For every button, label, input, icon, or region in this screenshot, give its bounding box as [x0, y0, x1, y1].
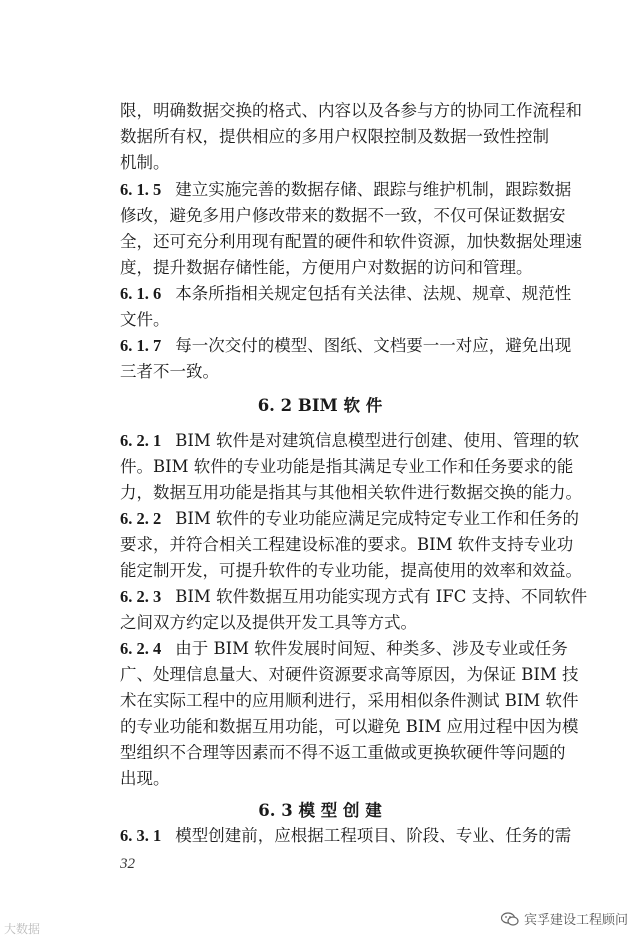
text-line: 出现。	[120, 769, 170, 788]
text-line: 之间双方约定以及提供开发工具等方式。	[120, 613, 417, 632]
text-line: 的专业功能和数据互用功能，可以避免 BIM 应用过程中因为模	[120, 717, 579, 736]
wechat-icon	[501, 912, 519, 926]
clause-6-2-4	[120, 639, 570, 659]
text-line: 由于 BIM 软件发展时间短、种类多、涉及专业或任务	[175, 639, 568, 658]
clause-number: 6. 2. 3	[120, 587, 162, 606]
text-line: BIM 软件数据互用功能实现方式有 IFC 支持、不同软件	[175, 587, 588, 606]
watermark-right	[501, 909, 628, 928]
clause-number: 6. 1. 7	[120, 336, 162, 355]
watermark-text: 宾孚建设工程顾问	[523, 913, 628, 928]
text-line: 件。BIM 软件的专业功能是指其满足专业工作和任务要求的能	[120, 457, 574, 476]
section-heading-6-2: 6. 2 BIM 软 件	[257, 396, 383, 415]
text-line: 机制。	[120, 153, 170, 172]
watermark-left: 大数据	[4, 922, 41, 936]
text-line: BIM 软件是对建筑信息模型进行创建、使用、管理的软	[175, 431, 580, 450]
clause-6-1-6	[120, 284, 570, 304]
clause-number: 6. 1. 6	[120, 284, 162, 303]
clause-number: 6. 2. 2	[120, 509, 162, 528]
text-line: 要求，并符合相关工程建设标准的要求。BIM 软件支持专业功	[120, 535, 574, 554]
clause-6-1-5	[120, 180, 570, 200]
text-line: 能定制开发，可提升软件的专业功能，提高使用的效率和效益。	[120, 561, 582, 580]
clause-6-2-1	[120, 431, 580, 451]
text-line: 修改，避免多用户修改带来的数据不一致，不仅可保证数据安	[120, 206, 566, 225]
text-line: 三者不一致。	[120, 362, 219, 381]
clause-number: 6. 1. 5	[120, 180, 162, 199]
text-line: 限，明确数据交换的格式、内容以及各参与方的协同工作流程和	[120, 101, 582, 120]
text-line: 术在实际工程中的应用顺利进行，采用相似条件测试 BIM 软件	[120, 691, 579, 710]
clause-6-2-3	[120, 587, 588, 607]
text-line: 广、处理信息量大、对硬件资源要求高等原因，为保证 BIM 技	[120, 665, 579, 684]
clause-6-2-2	[120, 509, 580, 529]
clause-number: 6. 2. 4	[120, 639, 162, 658]
page-number: 32	[120, 856, 135, 872]
text-line: 型组织不合理等因素而不得不返工重做或更换软硬件等问题的	[120, 743, 566, 762]
text-line: BIM 软件的专业功能应满足完成特定专业工作和任务的	[175, 509, 580, 528]
text-line: 每一次交付的模型、图纸、文档要一一对应，避免出现	[175, 336, 572, 355]
text-line: 本条所指相关规定包括有关法律、法规、规章、规范性	[175, 284, 572, 303]
clause-6-1-7	[120, 336, 570, 356]
text-line: 模型创建前，应根据工程项目、阶段、专业、任务的需	[175, 826, 572, 845]
section-heading-6-3: 6. 3 模 型 创 建	[258, 801, 382, 820]
text-line: 建立实施完善的数据存储、跟踪与维护机制，跟踪数据	[175, 180, 572, 199]
text-line: 全，还可充分利用现有配置的硬件和软件资源，加快数据处理速	[120, 232, 582, 251]
clause-6-3-1	[120, 826, 570, 846]
text-line: 文件。	[120, 310, 170, 329]
clause-number: 6. 3. 1	[120, 826, 162, 845]
text-line: 力，数据互用功能是指其与其他相关软件进行数据交换的能力。	[120, 483, 582, 502]
clause-number: 6. 2. 1	[120, 431, 162, 450]
text-line: 度，提升数据存储性能，方便用户对数据的访问和管理。	[120, 258, 533, 277]
text-line: 数据所有权，提供相应的多用户权限控制及数据一致性控制	[120, 127, 549, 146]
